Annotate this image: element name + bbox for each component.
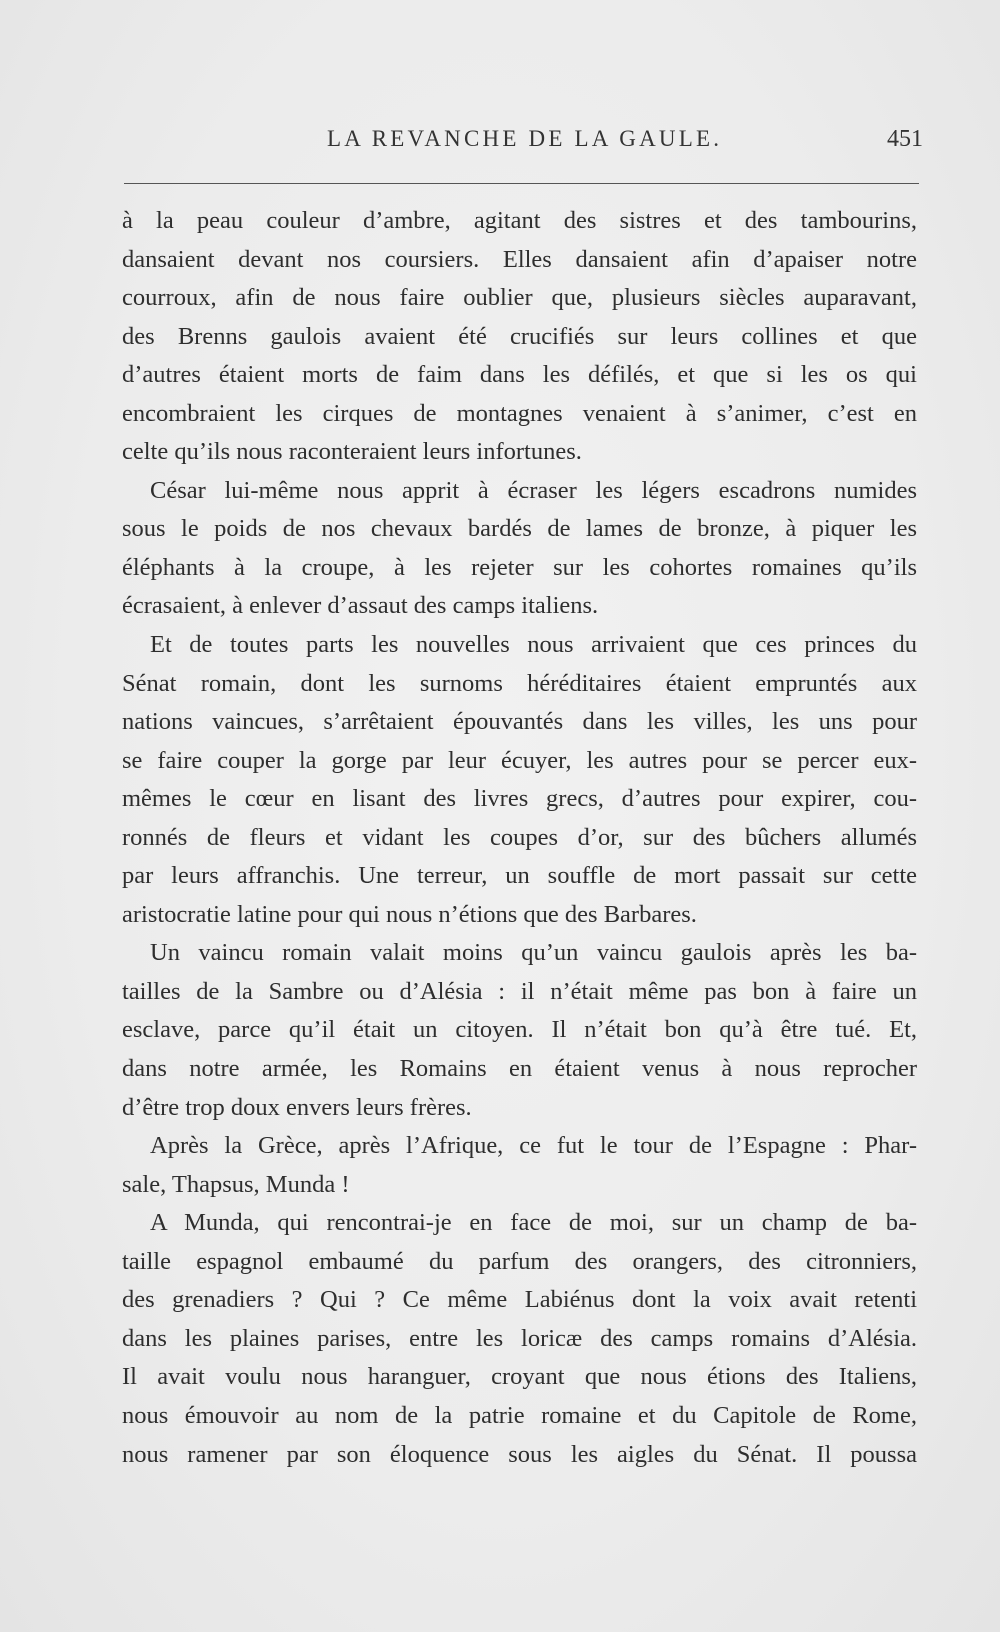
body-text	[122, 202, 917, 1474]
text-line: par leurs affranchis. Une terreur, un souffle de mort passait sur cette	[122, 862, 917, 890]
text-line: encombraient les cirques de montagnes venaient à s’animer, c’est en	[122, 399, 917, 427]
text-line: sale, Thapsus, Munda !	[122, 1170, 350, 1198]
text-line: Après la Grèce, après l’Afrique, ce fut le tour de l’Espagne : Phar-	[150, 1132, 917, 1160]
text-line: des Brenns gaulois avaient été crucifiés sur leurs collines et que	[122, 322, 917, 350]
text-line: dansaient devant nos coursiers. Elles dansaient afin d’apaiser notre	[122, 245, 917, 273]
text-line: nous ramener par son éloquence sous les aigles du Sénat. Il poussa	[122, 1440, 917, 1468]
text-line: d’autres étaient morts de faim dans les défilés, et que si les os qui	[122, 361, 917, 389]
text-line: d’être trop doux envers leurs frères.	[122, 1093, 472, 1121]
text-line: nous émouvoir au nom de la patrie romaine et du Capitole de Rome,	[122, 1401, 917, 1429]
text-line: Et de toutes parts les nouvelles nous arrivaient que ces princes du	[150, 631, 917, 659]
page-header	[0, 124, 1000, 160]
text-line: écrasaient, à enlever d’assaut des camps italiens.	[122, 592, 599, 620]
text-line: mêmes le cœur en lisant des livres grecs, d’autres pour expirer, cou-	[122, 785, 917, 813]
text-line: celte qu’ils nous raconteraient leurs infortunes.	[122, 438, 582, 466]
text-line: dans les plaines parises, entre les loricæ des camps romains d’Alésia.	[122, 1324, 917, 1352]
text-line: A Munda, qui rencontrai-je en face de moi, sur un champ de ba-	[150, 1209, 917, 1237]
header-rule	[124, 183, 919, 184]
running-title: LA REVANCHE DE LA GAULE.	[327, 126, 723, 151]
text-line: Sénat romain, dont les surnoms héréditaires étaient empruntés aux	[122, 669, 917, 697]
text-line: dans notre armée, les Romains en étaient venus à nous reprocher	[122, 1055, 917, 1083]
page-number: 451	[887, 126, 923, 152]
text-line: sous le poids de nos chevaux bardés de lames de bronze, à piquer les	[122, 515, 917, 543]
text-line: à la peau couleur d’ambre, agitant des sistres et des tambourins,	[122, 207, 917, 234]
text-line: courroux, afin de nous faire oublier que, plusieurs siècles auparavant,	[122, 284, 917, 312]
text-line: des grenadiers ? Qui ? Ce même Labiénus dont la voix avait retenti	[122, 1286, 917, 1314]
text-line: tailles de la Sambre ou d’Alésia : il n’était même pas bon à faire un	[122, 977, 917, 1005]
text-line: se faire couper la gorge par leur écuyer, les autres pour se percer eux-	[122, 746, 917, 774]
text-line: taille espagnol embaumé du parfum des orangers, des citronniers,	[122, 1247, 917, 1275]
text-line: aristocratie latine pour qui nous n’étions que des Barbares.	[122, 900, 697, 928]
text-line: Un vaincu romain valait moins qu’un vaincu gaulois après les ba-	[150, 939, 917, 967]
text-line: ronnés de fleurs et vidant les coupes d’or, sur des bûchers allumés	[122, 823, 917, 851]
text-line: esclave, parce qu’il était un citoyen. Il n’était bon qu’à être tué. Et,	[122, 1016, 917, 1044]
text-line: éléphants à la croupe, à les rejeter sur les cohortes romaines qu’ils	[122, 553, 917, 581]
text-line: César lui-même nous apprit à écraser les légers escadrons numides	[150, 476, 917, 504]
text-line: Il avait voulu nous haranguer, croyant que nous étions des Italiens,	[122, 1363, 917, 1391]
text-line: nations vaincues, s’arrêtaient épouvantés dans les villes, les uns pour	[122, 708, 917, 736]
